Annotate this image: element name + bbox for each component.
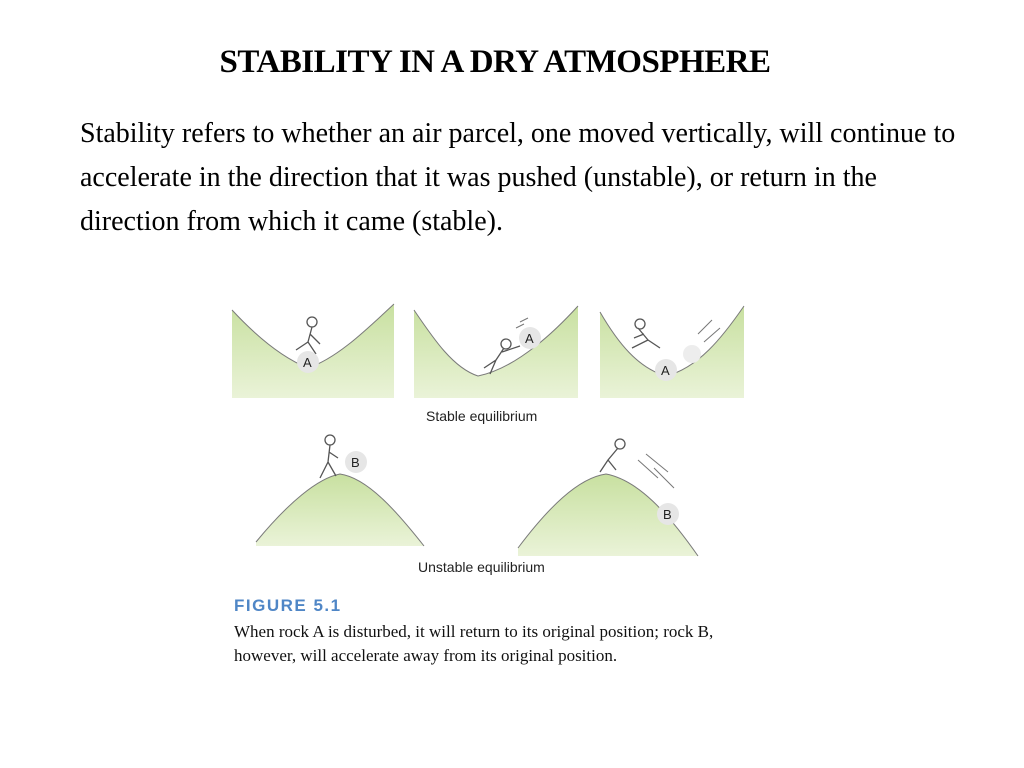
unstable-panel-1 [256,435,424,546]
figure-number: FIGURE 5.1 [234,596,342,615]
slide-body-text: Stability refers to whether an air parcel, one moved vertically, will continue to accelerate in the direction that it was pushed (unstable), or return in the direction from which it came (stable). [80,118,956,237]
motion-lines [516,318,528,328]
person-figure [632,319,660,348]
unstable-panel-2 [518,439,698,556]
motion-lines [638,454,674,488]
person-figure [600,439,625,472]
rock-a-letter: A [525,331,534,346]
person-figure [296,317,320,354]
stable-panel-1 [232,304,394,398]
motion-lines [698,320,720,342]
stable-panel-3 [600,306,744,398]
stability-illustration [228,298,768,598]
rock-a-letter: A [661,363,670,378]
hill [256,474,424,546]
valley-hill [414,306,578,398]
stable-equilibrium-label: Stable equilibrium [426,408,538,424]
person-figure [320,435,338,478]
rock-a-letter: A [303,355,312,370]
stable-panel-2 [414,306,578,398]
rock-b-letter: B [351,455,360,470]
stability-figure [228,298,768,678]
valley-hill [600,306,744,398]
unstable-equilibrium-label: Unstable equilibrium [418,559,545,575]
rock-ghost [683,345,701,363]
figure-caption: When rock A is disturbed, it will return to its original position; rock B, however, will accelerate away from its original position. [234,622,714,665]
rock-b-letter: B [663,507,672,522]
slide-title: STABILITY IN A DRY ATMOSPHERE [219,44,771,80]
